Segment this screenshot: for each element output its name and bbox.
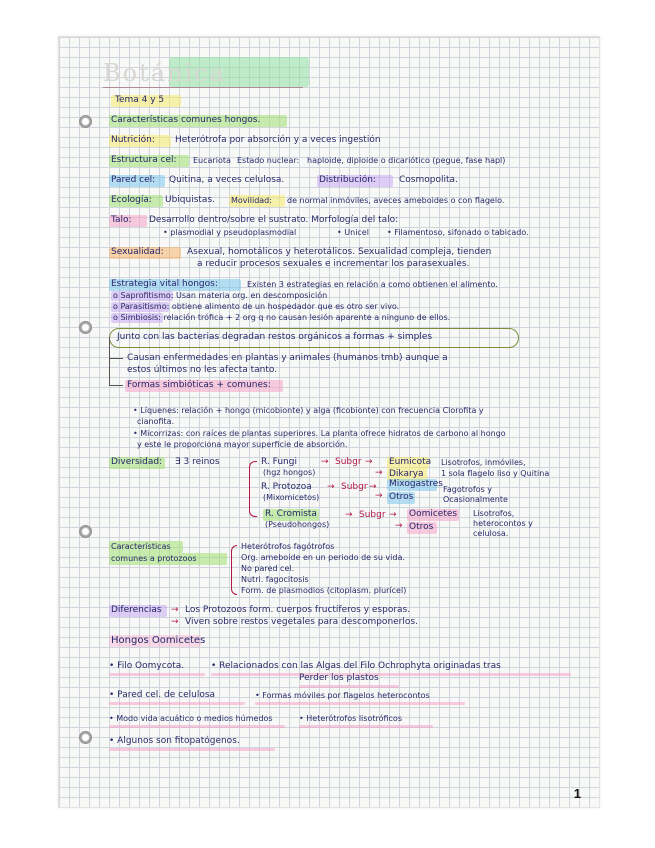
oomicetes-item: • Pared cel. de celulosa xyxy=(109,690,216,700)
nutricion-label: Nutrición: xyxy=(111,135,155,145)
estado-nuclear-text: haploide, diploide o dicariótico (pegue, fase hapl) xyxy=(307,156,506,165)
binder-hole xyxy=(79,525,92,538)
oomicetes-item: • Filo Oomycota. xyxy=(109,661,185,671)
otros-arrow: → xyxy=(395,521,403,531)
oomicetes-item: • Modo vida acuático o medios húmedos xyxy=(109,714,273,723)
oomi-note: celulosa. xyxy=(473,529,509,538)
movilidad-text: de normal inmóviles, aveces ameboides o con flagelo. xyxy=(287,196,505,205)
underline-highlight xyxy=(109,748,275,751)
mixo-note: Fagotrofos y xyxy=(443,485,493,494)
otros-arrow: → xyxy=(375,491,383,501)
oomicetes-item: • Formas móviles por flagelos heterocontos xyxy=(255,691,430,700)
subgr-arrow: → xyxy=(389,510,397,520)
branch-arrow-line xyxy=(109,385,123,386)
estrategia-label: Estrategia vital hongos: xyxy=(111,279,218,289)
oomicetes-heading: Hongos Oomicetes xyxy=(111,635,206,646)
caracteristica-item: No pared cel. xyxy=(241,564,295,573)
mixogastres-label: Mixogastres xyxy=(389,479,443,489)
oomicetes-item: • Heterótrofos lisotróficos xyxy=(299,714,402,723)
page-title: Botánica xyxy=(103,59,226,87)
eumicota-label: Eumicota xyxy=(389,457,432,467)
reino-protozoa-sub: (Mixomicetos) xyxy=(263,493,320,502)
underline-highlight xyxy=(299,725,433,728)
liquenes-line: • Líquenes: relación + hongo (micobionte) y alga (ficobionte) con frecuencia Clorofita y xyxy=(133,406,484,415)
reino-fungi-sub: (hgz hongos) xyxy=(263,468,316,477)
title-underline xyxy=(103,87,303,88)
estrategia-item: o Simbiosis: relación trófica + 2 org q no causan lesión aparente a ninguno de ellos. xyxy=(113,313,451,322)
estrategia-text: Existen 3 estrategias en relación a como obtienen el alimento. xyxy=(247,280,498,289)
underline-highlight xyxy=(109,673,205,676)
reino-cromista-sub: (Pseudohongos) xyxy=(265,520,330,529)
subgr-arrow: → xyxy=(365,457,373,467)
causan-line: Causan enfermedades en plantas y animales (humanos tmb) aunque a xyxy=(127,353,448,363)
tema-label: Tema 4 y 5 xyxy=(115,95,165,105)
subgr-arrow: → xyxy=(369,482,377,492)
caracteristicas-brace xyxy=(231,545,237,595)
dikarya-label: Dikarya xyxy=(389,469,424,479)
estrategia-item: o Saprofitismo: Usan materia org. en descomposición xyxy=(113,291,328,300)
diferencia-item: Los Protozoos form. cuerpos fructíferos y esporas. xyxy=(185,605,411,615)
eumicota-note: Lisotrofos, inmóviles, xyxy=(441,458,526,467)
estado-nuclear-label: Estado nuclear: xyxy=(237,156,300,165)
movilidad-label: Movilidad: xyxy=(231,196,272,205)
talo-item: • Unicel xyxy=(337,228,369,237)
underline-highlight xyxy=(255,702,465,705)
diferencias-arrow: → xyxy=(171,605,179,615)
estrategia-item: o Parasitismo: obtiene alimento de un hospedador que es otro ser vivo. xyxy=(113,302,400,311)
pared-text: Quitina, a veces celulosa. xyxy=(169,175,285,185)
talo-item: • Filamentoso, sifonado o tabicado. xyxy=(387,228,529,237)
page-number: 1 xyxy=(573,786,581,801)
caracteristica-item: Form. de plasmodios (citoplasm. plurícel) xyxy=(241,586,407,595)
oomicetes-item: • Relacionados con las Algas del Filo Ochrophyta originadas tras xyxy=(211,661,501,671)
oomi-note: Lisotrofos, xyxy=(473,509,515,518)
ecologia-label: Ecología: xyxy=(111,195,152,205)
otros-label: Otros xyxy=(409,522,434,532)
notebook-page xyxy=(58,36,600,808)
caracteristicas-label: Características xyxy=(111,542,171,551)
oomicetes-item: • Algunos son fitopatógenos. xyxy=(109,736,240,746)
underline-highlight xyxy=(211,673,571,676)
diversidad-label: Diversidad: xyxy=(111,457,163,467)
binder-hole xyxy=(79,731,92,744)
reinos-brace xyxy=(249,461,257,517)
caracteristica-item: Org. ameboide en un periodo de su vida. xyxy=(241,553,405,562)
pared-label: Pared cel: xyxy=(111,175,156,185)
caracteristicas-label: comunes a protozoos xyxy=(111,554,197,563)
branch-arrow-line xyxy=(109,358,123,359)
section-heading: Características comunes hongos. xyxy=(111,115,261,125)
binder-hole xyxy=(79,321,92,334)
sexualidad-line: Asexual, homotálicos y heterotálicos. Sexualidad compleja, tienden xyxy=(187,247,492,257)
causan-line: estos últimos no les afecta tanto. xyxy=(127,365,278,375)
micorrizas-line: y este le proporciona mayor superficie de absorción. xyxy=(137,440,348,449)
liquenes-line: cianofita. xyxy=(137,417,175,426)
subgr-label: Subgr xyxy=(335,457,362,467)
reinos-text: ∃ 3 reinos xyxy=(175,457,220,467)
subgr-arrow-protozoa: → xyxy=(327,482,335,492)
oomicetes-label: Oomicetes xyxy=(409,509,458,519)
dikarya-arrow: → xyxy=(375,468,383,478)
distribucion-text: Cosmopolita. xyxy=(399,175,458,185)
branch-arrow-line xyxy=(109,337,110,385)
formas-simbioticas-label: Formas simbióticas + comunes: xyxy=(127,380,271,390)
micorrizas-line: • Micorrizas: con raíces de plantas superiores. La planta ofrece hidratos de carbono al hongo xyxy=(133,429,506,438)
subgr-arrow-cromista: → xyxy=(345,510,353,520)
underline-highlight xyxy=(109,702,245,705)
caracteristica-item: Heterótrofos fagótrofos xyxy=(241,542,335,551)
subgr-arrow-fungi: → xyxy=(321,457,329,467)
binder-hole xyxy=(79,115,92,128)
oval-note-text: Junto con las bacterias degradan restos orgánicos a formas + simples xyxy=(117,332,433,342)
caracteristica-item: Nutri. fagocitosis xyxy=(241,575,309,584)
reino-cromista: R. Cromista xyxy=(265,509,317,519)
reino-protozoa: R. Protozoa xyxy=(261,482,312,492)
ecologia-text: Ubiquistas. xyxy=(165,195,216,205)
distribucion-label: Distribución: xyxy=(319,175,376,185)
estructura-label: Estructura cel: xyxy=(111,155,177,165)
diferencia-item: Viven sobre restos vegetales para descomponerlos. xyxy=(185,617,418,627)
eumicota-note: 1 sola flagelo liso y Quitina xyxy=(441,469,550,478)
estructura-text: Eucariota xyxy=(193,156,231,165)
underline-highlight xyxy=(299,685,399,688)
nutricion-text: Heterótrofa por absorción y a veces ingestión xyxy=(175,135,381,145)
sexualidad-line: a reducir procesos sexuales e incrementar los parasexuales. xyxy=(197,259,470,269)
oomi-note: heterocontos y xyxy=(473,519,533,528)
talo-text: Desarrollo dentro/sobre el sustrato. Morfología del talo: xyxy=(149,215,399,225)
talo-item: • plasmodial y pseudoplasmodial xyxy=(163,228,297,237)
subgr-label: Subgr xyxy=(341,482,368,492)
reino-fungi: R. Fungi xyxy=(261,457,297,467)
sexualidad-label: Sexualidad: xyxy=(111,247,164,257)
subgr-label: Subgr xyxy=(359,510,386,520)
diferencias-arrow: → xyxy=(171,617,179,627)
oomicetes-item: Perder los plastos xyxy=(299,673,379,683)
mixo-note: Ocasionalmente xyxy=(443,495,508,504)
underline-highlight xyxy=(109,725,285,728)
talo-label: Talo: xyxy=(111,215,132,225)
diferencias-label: Diferencias xyxy=(111,605,162,615)
otros-label: Otros xyxy=(389,492,414,502)
